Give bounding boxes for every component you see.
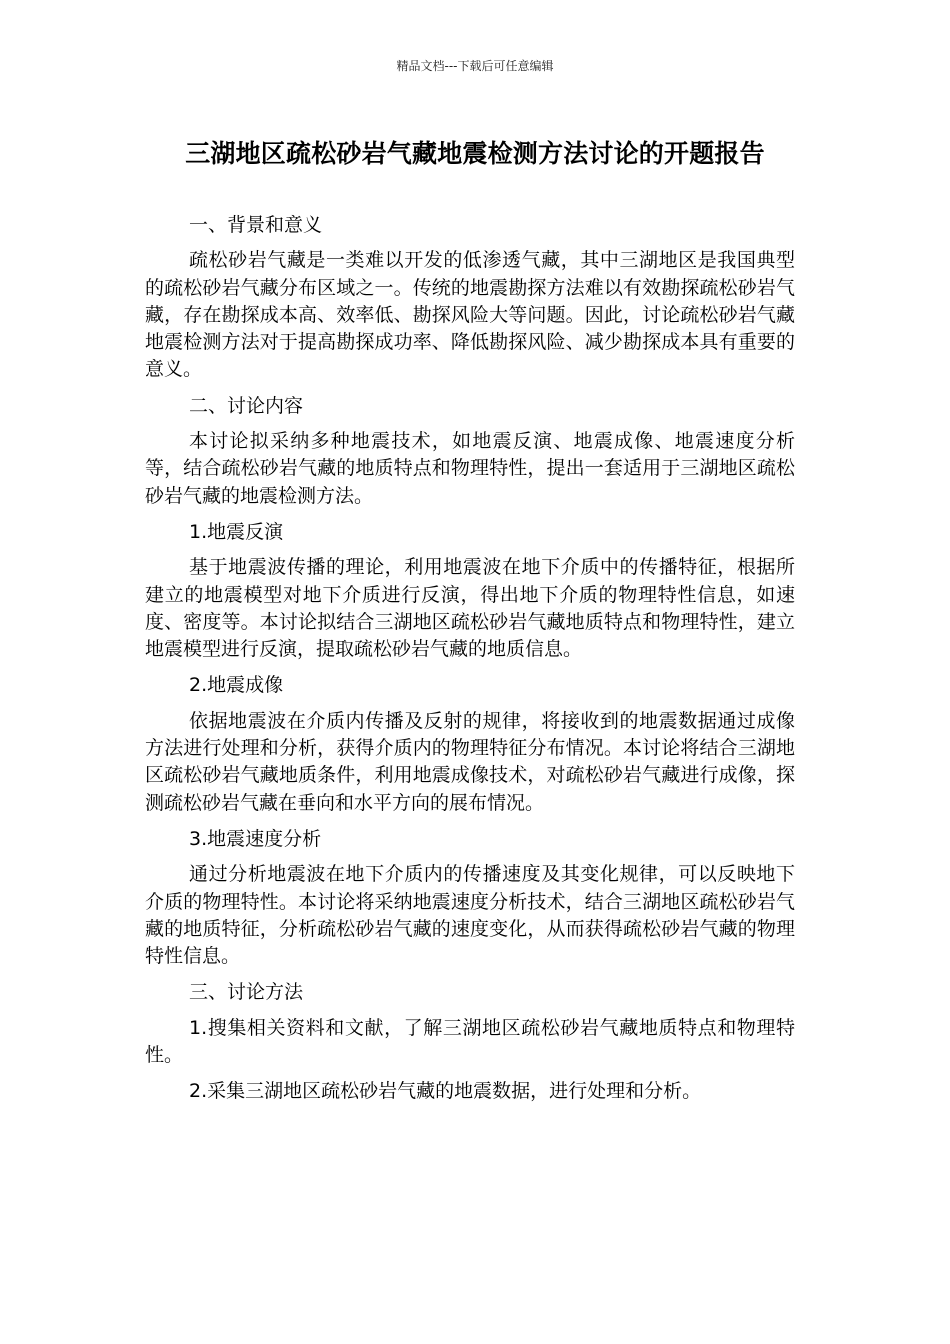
subheading-velocity-analysis: 3.地震速度分析 [189,827,322,850]
paragraph-velocity-analysis: 通过分析地震波在地下介质内的传播速度及其变化规律，可以反映地下介质的物理特性。本讨论将采纳地震速度分析技术，结合三湖地区疏松砂岩气藏的地质特征，分析疏松砂岩气藏的速度变化，从而获得疏松砂岩气藏的物理特性信息。 [145,863,795,968]
paragraph-seismic-imaging: 依据地震波在介质内传播及反射的规律，将接收到的地震数据通过成像方法进行处理和分析，获得介质内的物理特征分布情况。本讨论将结合三湖地区疏松砂岩气藏地质条件，利用地震成像技术，对疏松砂岩气藏进行成像，探测疏松砂岩气藏在垂向和水平方向的展布情况。 [145,709,795,814]
paragraph-content-intro: 本讨论拟采纳多种地震技术，如地震反演、地震成像、地震速度分析等，结合疏松砂岩气藏的地质特点和物理特性，提出一套适用于三湖地区疏松砂岩气藏的地震检测方法。 [145,430,795,507]
document-body [145,212,795,1115]
section-heading-content: 二、讨论内容 [189,394,304,417]
page-header: 精品文档---下载后可任意编辑 [396,59,554,73]
subheading-seismic-inversion: 1.地震反演 [189,520,284,543]
paragraph-method-2: 2.采集三湖地区疏松砂岩气藏的地震数据，进行处理和分析。 [189,1080,702,1103]
document-title: 三湖地区疏松砂岩气藏地震检测方法讨论的开题报告 [185,139,765,168]
section-heading-methods: 三、讨论方法 [189,981,304,1004]
paragraph-method-1: 1.搜集相关资料和文献，了解三湖地区疏松砂岩气藏地质特点和物理特性。 [145,1016,795,1067]
paragraph-seismic-inversion: 基于地震波传播的理论，利用地震波在地下介质中的传播特征，根据所建立的地震模型对地下介质进行反演，得出地下介质的物理特性信息，如速度、密度等。本讨论拟结合三湖地区疏松砂岩气藏地质特点和物理特性，建立地震模型进行反演，提取疏松砂岩气藏的地质信息。 [145,556,795,661]
section-heading-background: 一、背景和意义 [189,214,323,236]
paragraph-background: 疏松砂岩气藏是一类难以开发的低渗透气藏，其中三湖地区是我国典型的疏松砂岩气藏分布区域之一。传统的地震勘探方法难以有效勘探疏松砂岩气藏，存在勘探成本高、效率低、勘探风险大等问题。因此，讨论疏松砂岩气藏地震检测方法对于提高勘探成功率、降低勘探风险、减少勘探成本具有重要的意义。 [145,249,795,381]
subheading-seismic-imaging: 2.地震成像 [189,674,284,697]
